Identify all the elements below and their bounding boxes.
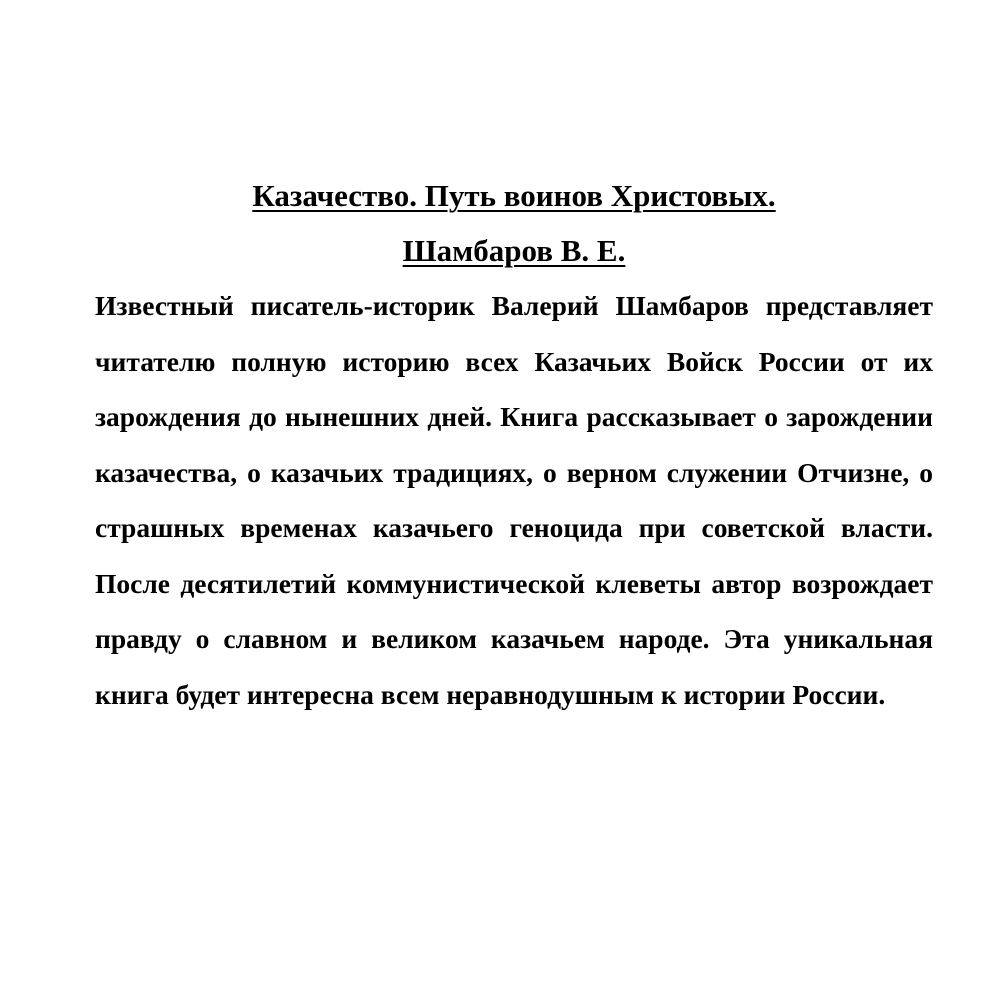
book-title: Казачество. Путь воинов Христовых. (252, 178, 776, 213)
book-description-document (95, 168, 933, 722)
book-author: Шамбаров В. Е. (402, 233, 626, 268)
book-description-paragraph: Известный писатель-историк Валерий Шамбаров представляет читателю полную историю всех Казачьих Войск России от их зарождения до нынешних дней. Книга рассказывает о зарождении казачества, о казачьих традициях, о верном служении Отчизне, о страшных временах казачьего геноцида при советской власти. После десятилетий коммунистической клеветы автор возрождает правду о славном и великом казачьем народе. Эта уникальная книга будет интересна всем неравнодушным к истории России. (95, 290, 933, 710)
